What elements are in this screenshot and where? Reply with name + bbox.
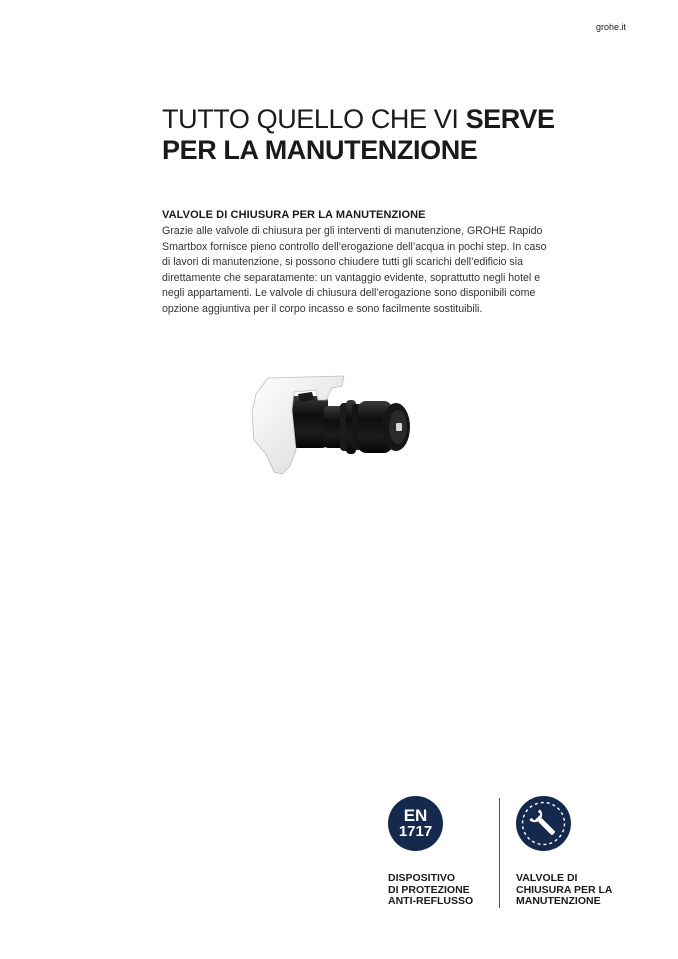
badge-divider <box>499 798 500 908</box>
en-1717-icon-line1: EN <box>403 806 428 825</box>
headline-light-part: TUTTO QUELLO CHE VI <box>162 104 466 134</box>
wrench-icon-graphic <box>516 796 571 851</box>
site-url: grohe.it <box>595 22 626 32</box>
headline-bold-word: SERVE <box>465 104 555 134</box>
en-1717-icon <box>388 796 443 851</box>
backflow-badge-label: DISPOSITIVO DI PROTEZIONE ANTI-REFLUSSO <box>388 872 474 907</box>
section-body: Grazie alle valvole di chiusura per gli interventi di manutenzione, GROHE Rapido Smartbox fornisce pieno controllo dell’erogazione dell’acqua in pochi step. In caso di lavori di manutenzione, si possono chiudere tutti gli scarichi dell’edificio sia direttamente che separatamente: un vantaggio evidente, soprattutto negli hotel e negli appartamenti. Le valvole di chiusura dell’erogazione sono disponibili come opzione aggiuntiva per il corpo incasso e sono facilmente sostituibili. <box>162 225 547 315</box>
shut-off-valve-image <box>246 370 416 478</box>
backflow-badge <box>388 796 498 908</box>
maintenance-section <box>162 209 552 318</box>
shut-off-valve-illustration <box>246 370 416 478</box>
feature-badges <box>388 796 648 916</box>
page-headline <box>162 104 622 166</box>
wrench-icon <box>516 796 571 851</box>
headline-second-line: PER LA MANUTENZIONE <box>162 135 478 165</box>
maintenance-valve-badge <box>516 796 646 908</box>
en-1717-icon-line2: 1717 <box>398 823 433 840</box>
section-title: VALVOLE DI CHIUSURA PER LA MANUTENZIONE <box>162 209 426 221</box>
maintenance-valve-badge-label: VALVOLE DI CHIUSURA PER LA MANUTENZIONE <box>516 872 613 907</box>
